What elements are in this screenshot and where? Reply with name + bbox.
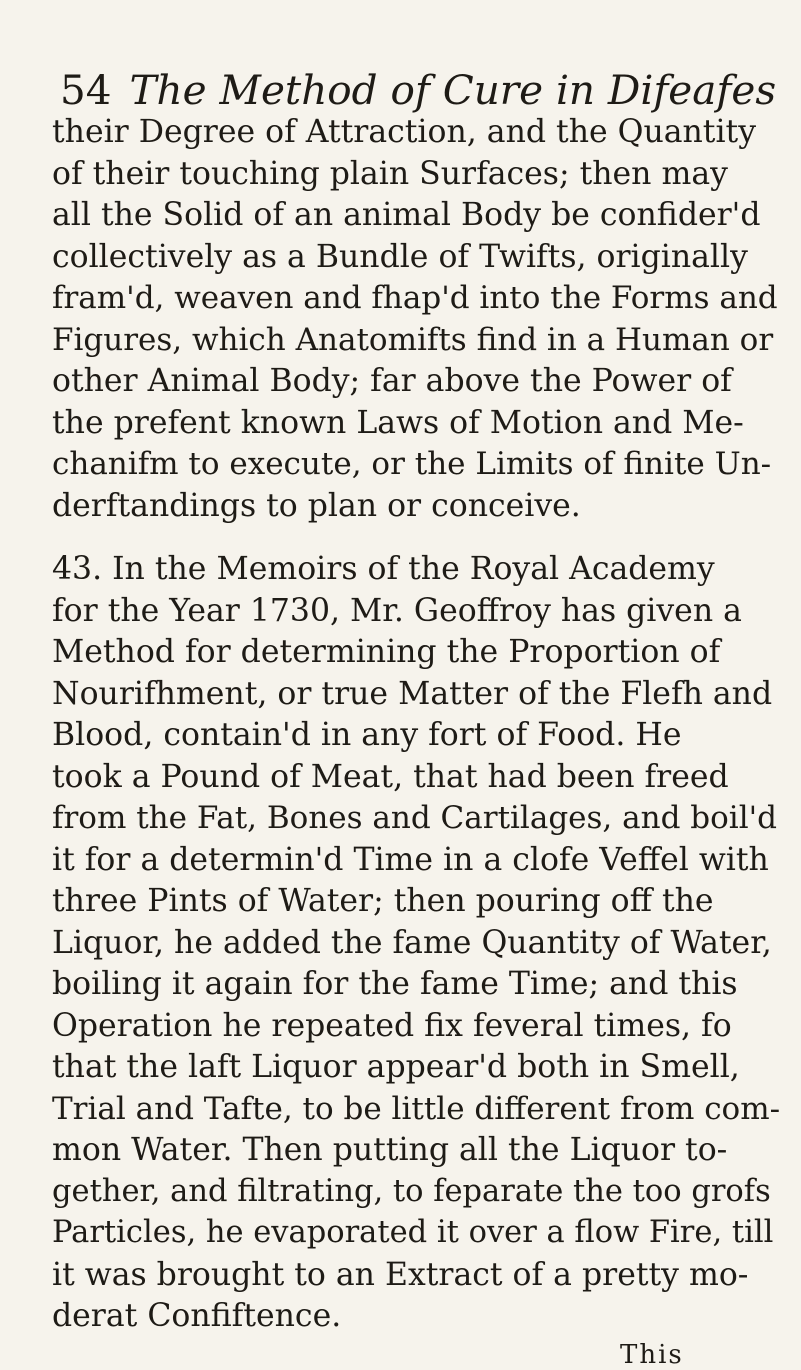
text-line: gether, and filtrating, to feparate the too grofs xyxy=(52,1174,771,1209)
page-header xyxy=(60,66,776,114)
text-line: Method for determining the Proportion of xyxy=(52,634,721,670)
text-line: Liquor, he added the fame Quantity of Water, xyxy=(52,925,772,961)
text-line: derat Confiftence. xyxy=(52,1298,342,1334)
text-line: from the Fat, Bones and Cartilages, and boil'd xyxy=(52,800,777,836)
text-line: that the laft Liquor appear'd both in Smell, xyxy=(52,1049,740,1085)
text-line: three Pints of Water; then pouring off the xyxy=(52,883,714,919)
text-line: 43. In the Memoirs of the Royal Academy xyxy=(52,551,715,587)
text-line: Operation he repeated fix feveral times, fo xyxy=(52,1008,732,1044)
text-line: all the Solid of an animal Body be confider'd xyxy=(52,197,761,233)
text-line: fram'd, weaven and fhap'd into the Forms and xyxy=(52,280,778,316)
text-line: Figures, which Anatomifts find in a Human or xyxy=(52,322,774,358)
text-line: the prefent known Laws of Motion and Me- xyxy=(52,405,744,441)
page-number: 54 xyxy=(60,66,112,114)
text-line: it was brought to an Extract of a pretty mo- xyxy=(52,1257,749,1293)
text-line: derftandings to plan or conceive. xyxy=(52,488,581,524)
text-line: Trial and Tafte, to be little different from com- xyxy=(52,1091,781,1127)
text-line: for the Year 1730, Mr. Geoffroy has given a xyxy=(52,593,742,629)
text-line: boiling it again for the fame Time; and this xyxy=(52,966,738,1002)
text-line: other Animal Body; far above the Power of xyxy=(52,363,732,399)
text-line: chanifm to execute, or the Limits of finite Un- xyxy=(52,446,772,482)
text-line: took a Pound of Meat, that had been freed xyxy=(52,759,729,795)
text-line: mon Water. Then putting all the Liquor to- xyxy=(52,1132,728,1168)
text-line: it for a determin'd Time in a clofe Veffel with xyxy=(52,842,769,878)
text-line: of their touching plain Surfaces; then may xyxy=(52,156,728,192)
text-line: their Degree of Attraction, and the Quantity xyxy=(52,114,756,150)
text-line: collectively as a Bundle of Twifts, originally xyxy=(52,239,748,275)
text-line: Particles, he evaporated it over a flow Fire, till xyxy=(52,1215,774,1250)
catchword: This xyxy=(620,1340,684,1370)
text-line: Blood, contain'd in any fort of Food. He xyxy=(52,717,682,753)
text-line: Nourifhment, or true Matter of the Flefh and xyxy=(52,676,773,712)
running-title: The Method of Cure in Difeafes xyxy=(129,66,777,114)
